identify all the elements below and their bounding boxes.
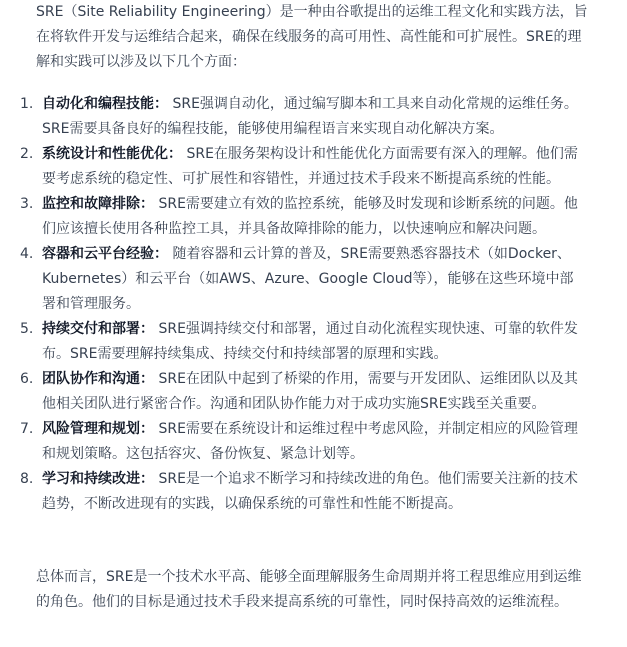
list-item-text: SRE需要在系统设计和运维过程中考虑风险，并制定相应的风险管理和规划策略。这包括容灾、备份恢复、紧急计划等。 xyxy=(42,421,578,462)
list-item-text: SRE在团队中起到了桥梁的作用，需要与开发团队、运维团队以及其他相关团队进行紧密合作。沟通和团队协作能力对于成功实施SRE实践至关重要。 xyxy=(42,371,578,412)
list-item-number: 5. xyxy=(20,321,34,337)
list-item-number: 8. xyxy=(20,471,34,487)
list-item xyxy=(0,192,584,242)
list-item-number: 1. xyxy=(20,96,34,112)
list-item-text: SRE是一个追求不断学习和持续改进的角色。他们需要关注新的技术趋势，不断改进现有的实践，以确保系统的可靠性和性能不断提高。 xyxy=(42,471,578,512)
list-item-title: 容器和云平台经验： xyxy=(42,246,168,262)
list-item-number: 7. xyxy=(20,421,34,437)
list-item xyxy=(0,367,584,417)
conclusion-paragraph: 总体而言，SRE是一个技术水平高、能够全面理解服务生命周期并将工程思维应用到运维的角色。他们的目标是通过技术手段来提高系统的可靠性，同时保持高效的运维流程。 xyxy=(36,569,582,610)
list-item-title: 团队协作和沟通： xyxy=(42,371,154,387)
list-item-text: SRE需要建立有效的监控系统，能够及时发现和诊断系统的问题。他们应该擅长使用各种监控工具，并具备故障排除的能力，以快速响应和解决问题。 xyxy=(42,196,578,237)
list-item xyxy=(0,142,584,192)
list-item-title: 持续交付和部署： xyxy=(42,321,154,337)
list-item xyxy=(0,317,584,367)
list-item-title: 风险管理和规划： xyxy=(42,421,154,437)
list-item-text: SRE强调自动化，通过编写脚本和工具来自动化常规的运维任务。SRE需要具备良好的编程技能，能够使用编程语言来实现自动化解决方案。 xyxy=(42,96,578,137)
list-item-text: SRE强调持续交付和部署，通过自动化流程实现快速、可靠的软件发布。SRE需要理解持续集成、持续交付和持续部署的原理和实践。 xyxy=(42,321,578,362)
list-item-title: 系统设计和性能优化： xyxy=(42,146,182,162)
list-item-text: 随着容器和云计算的普及，SRE需要熟悉容器技术（如Docker、Kubernetes）和云平台（如AWS、Azure、Google Cloud等），能够在这些环境中部署和管理服务。 xyxy=(42,246,574,312)
list-item-text: SRE在服务架构设计和性能优化方面需要有深入的理解。他们需要考虑系统的稳定性、可扩展性和容错性，并通过技术手段来不断提高系统的性能。 xyxy=(42,146,578,187)
list-item-title: 监控和故障排除： xyxy=(42,196,154,212)
list-item-title: 学习和持续改进： xyxy=(42,471,154,487)
sre-aspects-list xyxy=(0,92,627,517)
intro-paragraph: SRE（Site Reliability Engineering）是一种由谷歌提出的运维工程文化和实践方法，旨在将软件开发与运维结合起来，确保在线服务的高可用性、高性能和可扩展性。SRE的理解和实践可以涉及以下几个方面： xyxy=(36,4,588,70)
list-item xyxy=(0,467,584,517)
list-item-number: 6. xyxy=(20,371,34,387)
list-item xyxy=(0,417,584,467)
list-item xyxy=(0,92,584,142)
list-item-number: 3. xyxy=(20,196,34,212)
list-item xyxy=(0,242,584,317)
list-item-number: 2. xyxy=(20,146,34,162)
list-item-number: 4. xyxy=(20,246,34,262)
list-item-title: 自动化和编程技能： xyxy=(42,96,168,112)
